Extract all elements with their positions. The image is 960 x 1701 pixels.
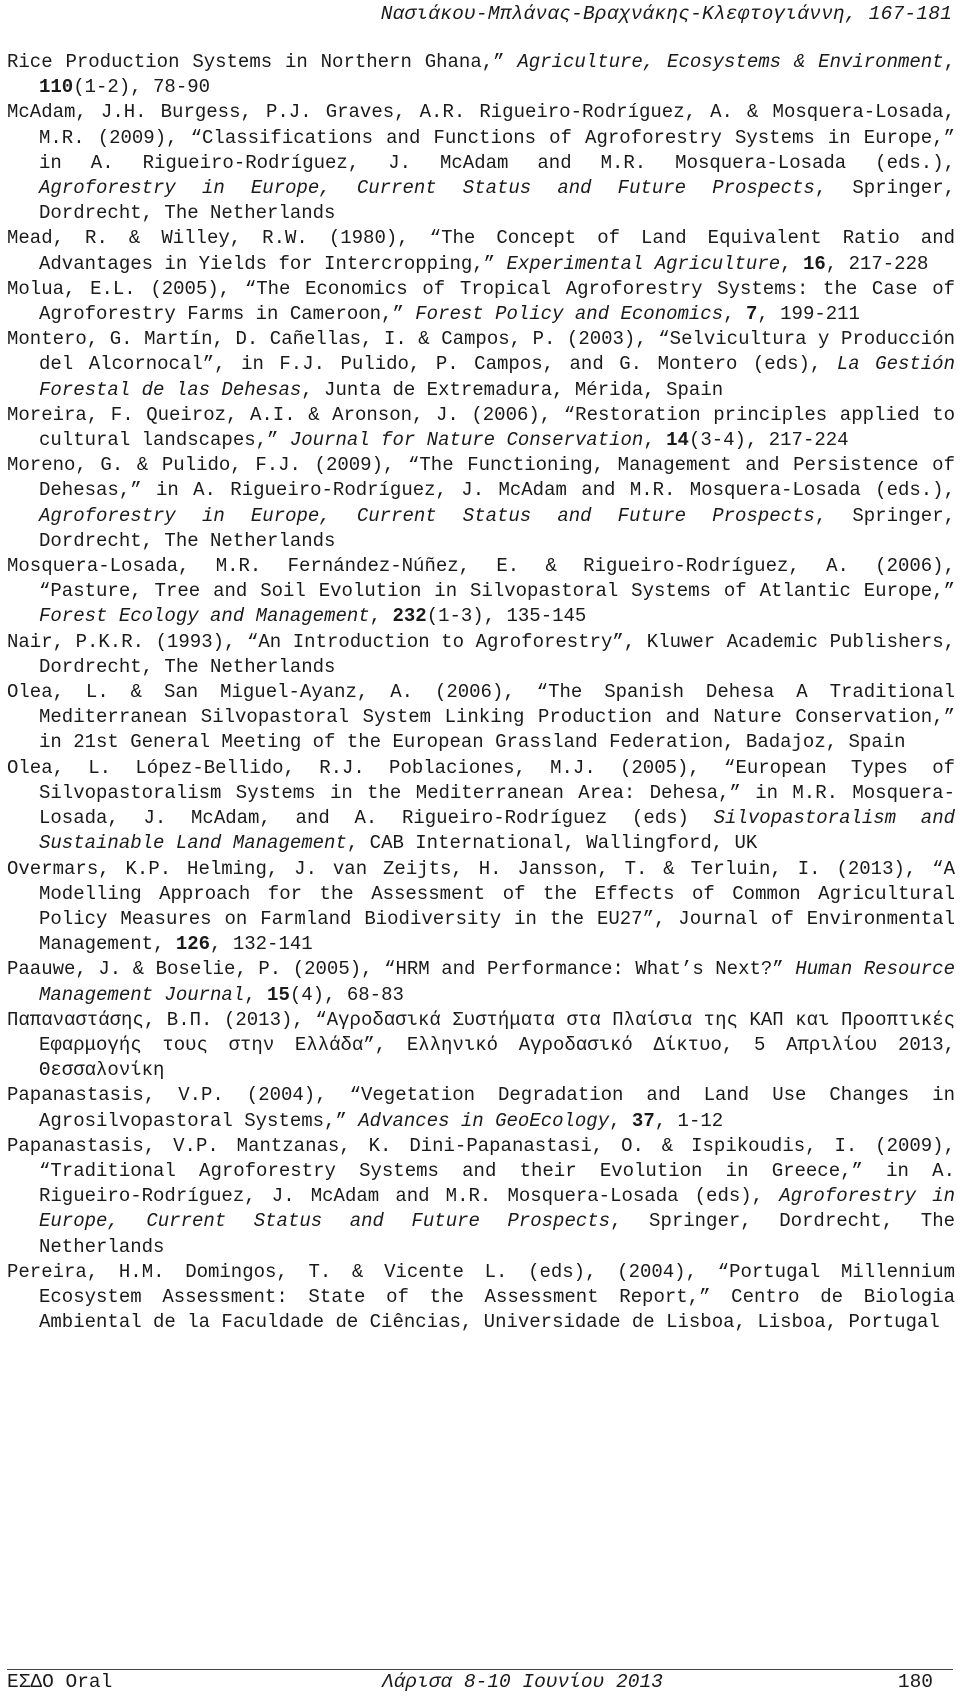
reference-entry xyxy=(7,1260,955,1336)
reference-volume: 7 xyxy=(745,303,758,326)
reference-text: Papanastasis, V.P. Mantzanas, K. Dini-Papanastasi, O. & Ispikoudis, I. (2009), “Traditional Agroforestry Systems and their Evolution in Greece,” in A. Rigueiro-Rodríguez, J. McAdam and M.R. Mosquera-Losada (eds), xyxy=(7,1134,955,1208)
reference-entry xyxy=(7,277,955,327)
reference-text: Montero, G. Martín, D. Cañellas, I. & Campos, P. (2003), “Selvicultura y Producción del Alcornocal”, in F.J. Pulido, P. Campos, and G. Montero (eds), xyxy=(7,328,955,376)
footer-location-date: Λάρισα 8-10 Ιουνίου 2013 xyxy=(382,1671,663,1693)
reference-text: Olea, L. López-Bellido, R.J. Poblaciones, M.J. (2005), “European Types of Silvopastoralism Systems in the Mediterranean Area: Dehesa,” in M.R. Mosquera-Losada, J. McAdam, and A. Rigueiro-Rodríguez (eds) xyxy=(7,756,955,830)
reference-text: Pereira, H.M. Domingos, T. & Vicente L. (eds), (2004), “Portugal Millennium Ecosystem Assessment: State of the Assessment Report,” Centro de Biologia Ambiental de la Faculdade de Ciências, Universidade de Lisboa, Lisboa, Portugal xyxy=(7,1260,955,1334)
reference-text: , xyxy=(723,303,746,326)
reference-volume: 110 xyxy=(39,76,74,99)
reference-text: (3-4), 217-224 xyxy=(688,429,849,452)
reference-source-title: La Gestión Forestal de las Dehesas xyxy=(39,353,955,401)
reference-text: , 132-141 xyxy=(210,933,313,956)
reference-text: Moreno, G. & Pulido, F.J. (2009), “The Functioning, Management and Persistence of Dehesas,” in A. Rigueiro-Rodríguez, J. McAdam and M.R. Mosquera-Losada (eds.), xyxy=(7,454,955,502)
reference-volume: 232 xyxy=(392,605,427,628)
reference-text: , xyxy=(943,51,955,73)
reference-text: (1-3), 135-145 xyxy=(426,605,587,628)
reference-entry xyxy=(7,100,955,226)
reference-source-title: Forest Policy and Economics xyxy=(415,303,724,326)
reference-entry xyxy=(7,1083,955,1133)
reference-text: , xyxy=(643,429,667,452)
reference-text: Rice Production Systems in Northern Ghana,” xyxy=(7,51,518,73)
reference-source-title: Silvopastoralism and Sustainable Land Management xyxy=(39,807,955,855)
reference-entry xyxy=(7,1134,955,1260)
reference-entry xyxy=(7,403,955,453)
reference-entry xyxy=(7,327,955,403)
reference-source-title: Human Resource Management Journal xyxy=(39,958,955,1006)
reference-text: , Springer, Dordrecht, The Netherlands xyxy=(39,504,955,552)
reference-text: , 1-12 xyxy=(654,1109,724,1132)
reference-text: , 217-228 xyxy=(825,252,929,275)
footer-divider xyxy=(7,1669,953,1670)
reference-entry xyxy=(7,1008,955,1084)
reference-list xyxy=(7,50,955,1335)
reference-text: , xyxy=(244,983,268,1006)
reference-text: , Springer, Dordrecht, The Netherlands xyxy=(39,1210,956,1258)
reference-source-title: Journal for Nature Conservation xyxy=(289,429,644,452)
reference-entry xyxy=(7,957,955,1007)
reference-text: Nair, P.K.R. (1993), “An Introduction to Agroforestry”, Kluwer Academic Publishers, Dordrecht, The Netherlands xyxy=(7,630,955,678)
reference-source-title: Agroforestry in Europe, Current Status and Future Prospects xyxy=(39,504,815,527)
reference-entry xyxy=(7,50,955,100)
reference-text: Mead, R. & Willey, R.W. (1980), “The Concept of Land Equivalent Ratio and Advantages in Yields for Intercropping,” xyxy=(7,227,955,275)
reference-text: , Junta de Extremadura, Mérida, Spain xyxy=(301,378,724,401)
reference-source-title: Experimental Agriculture xyxy=(506,252,781,275)
page-number: 180 xyxy=(897,1671,933,1693)
reference-text: , xyxy=(780,252,803,275)
reference-entry xyxy=(7,857,955,958)
reference-text: Paauwe, J. & Boselie, P. (2005), “HRM and Performance: What’s Next?” xyxy=(7,958,796,981)
reference-source-title: Agroforestry in Europe, Current Status and Future Prospects xyxy=(39,177,815,200)
reference-entry xyxy=(7,453,955,554)
reference-text: Mosquera-Losada, M.R. Fernández-Núñez, E. & Rigueiro-Rodríguez, A. (2006), “Pasture, Tree and Soil Evolution in Silvopastoral Systems of Atlantic Europe,” xyxy=(7,555,955,603)
reference-text: Παπαναστάσης, Β.Π. (2013), “Αγροδασικά Συστήματα στα Πλαίσια της ΚΑΠ και Προοπτικές Εφαρμογής τους στην Ελλάδα”, Ελληνικό Αγροδασικό Δίκτυο, 5 Απριλίου 2013, Θεσσαλονίκη xyxy=(7,1008,955,1082)
reference-entry xyxy=(7,554,955,630)
reference-source-title: Agriculture, Ecosystems & Environment xyxy=(517,51,944,73)
reference-source-title: Advances in GeoEcology xyxy=(358,1109,610,1132)
reference-text: (4), 68-83 xyxy=(289,983,404,1006)
reference-volume: 15 xyxy=(267,983,290,1006)
reference-text: McAdam, J.H. Burgess, P.J. Graves, A.R. Rigueiro-Rodríguez, A. & Mosquera-Losada, M.R. (2009), “Classifications and Functions of Agroforestry Systems in Europe,” in A. Rigueiro-Rodríguez, J. McAdam and M.R. Mosquera-Losada (eds.), xyxy=(7,101,955,174)
reference-text: Papanastasis, V.P. (2004), “Vegetation Degradation and Land Use Changes in Agrosilvopastoral Systems,” xyxy=(7,1084,955,1132)
footer-conference: ΕΣΔΟ Oral xyxy=(7,1671,113,1693)
reference-text: , xyxy=(609,1109,632,1132)
reference-text: , 199-211 xyxy=(757,303,860,326)
reference-source-title: Agroforestry in Europe, Current Status and Future Prospects xyxy=(39,1185,956,1233)
reference-volume: 126 xyxy=(175,933,211,956)
reference-entry xyxy=(7,630,955,680)
reference-entry xyxy=(7,226,955,276)
reference-text: (1-2), 78-90 xyxy=(73,76,211,99)
reference-text: , CAB International, Wallingford, UK xyxy=(346,832,758,855)
reference-text: , xyxy=(369,605,393,628)
reference-text: Overmars, K.P. Helming, J. van Zeijts, H. Jansson, T. & Terluin, I. (2013), “A Modelling Approach for the Assessment of the Effects of Common Agricultural Policy Measures on Farmland Biodiversity in the EU27”, Journal of Environmental Management, xyxy=(7,857,955,956)
reference-volume: 37 xyxy=(631,1109,655,1132)
reference-volume: 14 xyxy=(666,429,689,452)
reference-text: Moreira, F. Queiroz, A.I. & Aronson, J. (2006), “Restoration principles applied to cultural landscapes,” xyxy=(7,403,955,452)
reference-entry xyxy=(7,756,955,857)
reference-entry xyxy=(7,680,955,756)
reference-text: Molua, E.L. (2005), “The Economics of Tropical Agroforestry Systems: the Case of Agroforestry Farms in Cameroon,” xyxy=(7,277,955,326)
reference-volume: 16 xyxy=(802,252,826,275)
reference-source-title: Forest Ecology and Management xyxy=(39,605,370,628)
reference-text: Olea, L. & San Miguel-Ayanz, A. (2006), “The Spanish Dehesa A Traditional Mediterranean Silvopastoral System Linking Production and Nature Conservation,” in 21st General Meeting of the European Grassland Federation, Badajoz, Spain xyxy=(7,681,955,754)
running-header: Νασιάκου-Μπλάνας-Βραχνάκης-Κλεφτογιάννη, 167-181 xyxy=(380,3,952,25)
reference-text: , Springer, Dordrecht, The Netherlands xyxy=(39,177,955,225)
